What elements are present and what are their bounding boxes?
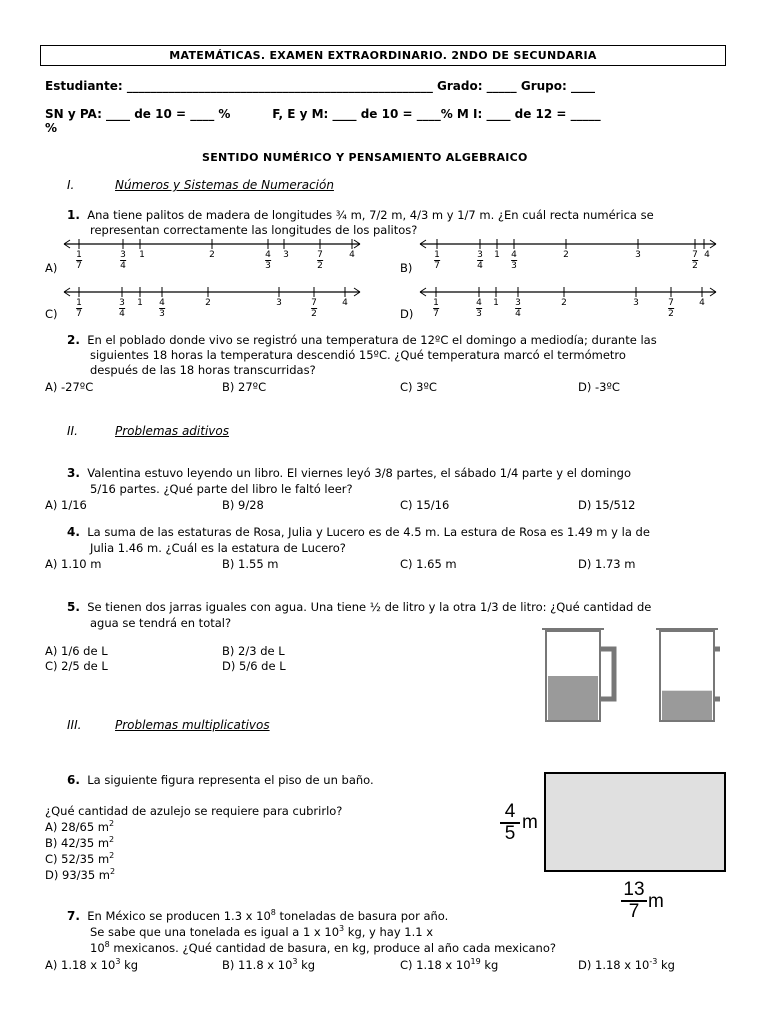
question-2: 2. En el poblado donde vivo se registró una temperatura de 12ºC el domingo a mediodía; durante las — [67, 333, 657, 347]
question-5-cont: agua se tendrá en total? — [90, 616, 232, 630]
section-2-heading: II. Problemas aditivos — [67, 424, 229, 438]
question-2-cont: siguientes 18 horas la temperatura descendió 15ºC. ¿Qué temperatura marcó el termómetro — [90, 348, 626, 362]
question-1-cont: representan correctamente las longitudes de los palitos? — [90, 223, 418, 237]
section-1-heading: I. Números y Sistemas de Numeración — [67, 178, 334, 192]
answer-option: A) 1/6 de L — [45, 644, 108, 658]
answer-option: C) 1.65 m — [400, 557, 457, 571]
question-7: 7. En México se producen 1.3 x $10^8$ toneladas de basura por año. — [67, 908, 449, 923]
answer-option: C) 15/16 — [400, 498, 450, 512]
scores-line-cont: % — [45, 121, 58, 135]
option-d-label: D) — [400, 307, 414, 321]
jar-right — [656, 629, 720, 721]
answer-option: A) 1.10 m — [45, 557, 102, 571]
question-4: 4. La suma de las estaturas de Rosa, Julia y Lucero es de 4.5 m. La estura de Rosa es 1.49 m y la de — [67, 525, 650, 539]
answer-option: D) 93/35 $m^2$ — [45, 867, 116, 882]
answer-option: B) 2/3 de L — [222, 644, 285, 658]
question-5: 5. Se tienen dos jarras iguales con agua. Una tiene ½ de litro y la otra 1/3 de litro: ¿Qué cantidad de — [67, 600, 652, 614]
number-line-b: 1 7 3 4 1 4 3 2 3 7 2 4 — [418, 238, 718, 274]
number-line-d: 1 7 4 3 1 3 4 2 3 7 2 4 — [418, 286, 718, 322]
height-unit: m — [522, 812, 538, 833]
answer-option: B) 27ºC — [222, 380, 267, 394]
answer-option: D) 1.73 m — [578, 557, 636, 571]
option-c-label: C) — [45, 307, 58, 321]
number-line-c: 1 7 3 4 1 4 3 2 3 7 2 4 — [62, 286, 362, 322]
scores-line: SN y PA: ____ de 10 = ____ % F, E y M: ____ de 10 = ____% M I: ____ de 12 = _____ — [45, 107, 601, 121]
question-1: 1. Ana tiene palitos de madera de longitudes ¾ m, 7/2 m, 4/3 m y 1/7 m. ¿En cuál recta numérica se — [67, 208, 654, 222]
option-a-label: A) — [45, 261, 58, 275]
number-line-a: 1 7 3 4 1 2 4 3 3 7 2 4 — [62, 238, 362, 274]
height-fraction: $\frac{4}{5}$ — [500, 802, 520, 844]
question-7-cont: $10^8$ mexicanos. ¿Qué cantidad de basura, en kg, produce al año cada mexicano? — [90, 940, 556, 955]
question-2-cont: después de las 18 horas transcurridas? — [90, 363, 316, 377]
question-3: 3. Valentina estuvo leyendo un libro. El viernes leyó 3/8 partes, el sábado 1/4 parte y el domingo — [67, 466, 631, 480]
answer-option: D) 15/512 — [578, 498, 636, 512]
answer-option: A) 28/65 $m^2$ — [45, 819, 115, 834]
answer-option: C) 3ºC — [400, 380, 437, 394]
answer-option: B) 42/35 $m^2$ — [45, 835, 115, 850]
answer-option: C) 1.18 x $10^{19}$ kg — [400, 957, 499, 972]
width-unit: m — [648, 891, 664, 912]
question-6: 6. La siguiente figura representa el piso de un baño. — [67, 773, 374, 787]
answer-option: B) 11.8 x $10^3$ kg — [222, 957, 316, 972]
width-fraction: $\frac{13}{7}$ — [621, 880, 647, 922]
answer-option: A) 1.18 x $10^3$ kg — [45, 957, 139, 972]
exam-title: MATEMÁTICAS. EXAMEN EXTRAORDINARIO. 2NDO DE SECUNDARIA — [169, 49, 597, 62]
title-box — [40, 45, 726, 66]
answer-option: B) 9/28 — [222, 498, 264, 512]
answer-option: D) 1.18 x $10^{-3}$ kg — [578, 957, 675, 972]
section-3-heading: III. Problemas multiplicativos — [67, 718, 270, 732]
question-6-prompt: ¿Qué cantidad de azulejo se requiere para cubrirlo? — [45, 804, 343, 818]
question-7-cont: Se sabe que una tonelada es igual a 1 x $10^3$ kg, y hay 1.1 x — [90, 924, 434, 939]
answer-option: A) 1/16 — [45, 498, 87, 512]
question-3-cont: 5/16 partes. ¿Qué parte del libro le faltó leer? — [90, 482, 353, 496]
water-jars-figure — [540, 625, 720, 725]
jar-left — [542, 629, 614, 721]
answer-option: C) 2/5 de L — [45, 659, 108, 673]
answer-option: D) -3ºC — [578, 380, 620, 394]
student-line: Estudiante: ___________________________________________________ Grado: _____ Grupo: ____ — [45, 79, 595, 93]
answer-option: D) 5/6 de L — [222, 659, 286, 673]
bathroom-floor-rectangle — [544, 772, 726, 872]
answer-option: C) 52/35 $m^2$ — [45, 851, 115, 866]
option-b-label: B) — [400, 261, 413, 275]
answer-option: B) 1.55 m — [222, 557, 279, 571]
answer-option: A) -27ºC — [45, 380, 94, 394]
question-4-cont: Julia 1.46 m. ¿Cuál es la estatura de Lucero? — [90, 541, 346, 555]
section-main-title: SENTIDO NUMÉRICO Y PENSAMIENTO ALGEBRAICO — [202, 151, 528, 164]
